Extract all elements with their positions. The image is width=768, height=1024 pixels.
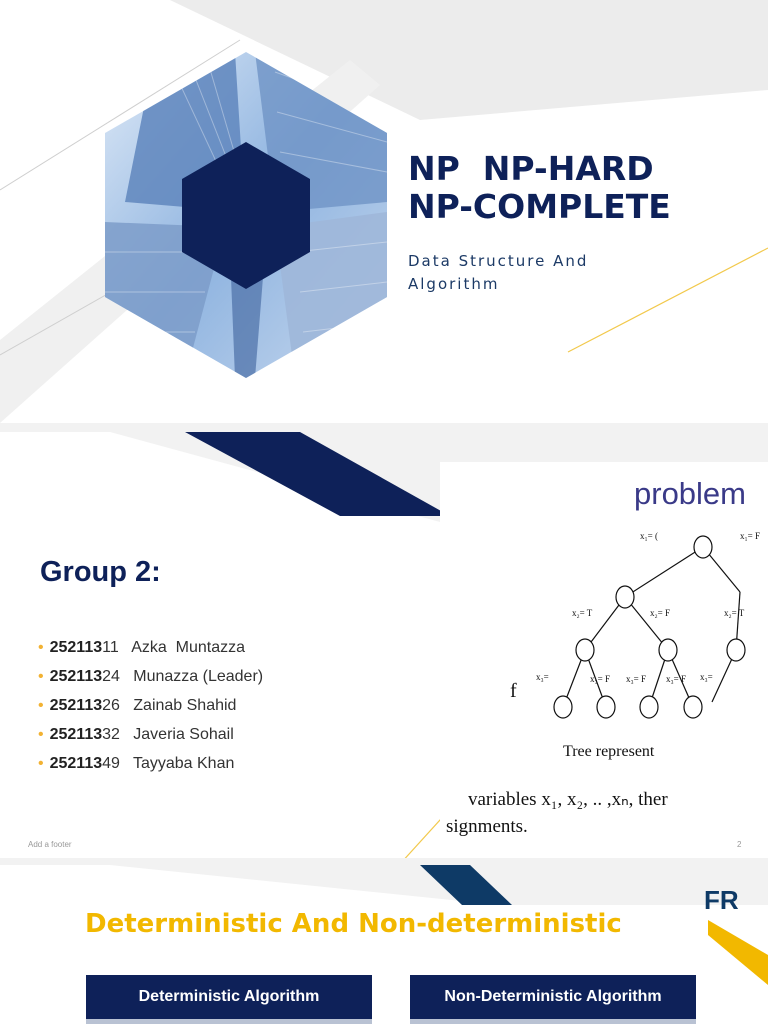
tab-non-deterministic: Non-Deterministic Algorithm <box>410 975 696 1019</box>
slide-title-text: NP NP-HARD NP-COMPLETE <box>408 149 671 226</box>
slide-footer: Add a footer <box>28 840 72 849</box>
list-item: • 25211324 Munazza (Leader) <box>38 668 264 685</box>
tab-underline <box>86 1019 372 1024</box>
bullet-icon: • <box>38 726 44 743</box>
bullet-icon: • <box>38 755 44 772</box>
group-heading: Group 2: <box>40 556 161 588</box>
edge-label: x₂= T <box>572 608 593 618</box>
building-hexagon-photo <box>105 52 387 378</box>
edge-label: x₁= ( <box>640 531 658 541</box>
bullet-icon: • <box>38 697 44 714</box>
slide-subtitle: Data Structure And Algorithm <box>408 252 589 293</box>
bullet-icon: • <box>38 668 44 685</box>
page-number: 2 <box>737 840 742 849</box>
list-item: • 25211326 Zainab Shahid <box>38 697 237 714</box>
slide3-title: Deterministic And Non-deterministic <box>85 909 622 939</box>
problem-heading-image-text: problem <box>634 476 746 511</box>
tree-diagram-image <box>440 462 768 842</box>
edge-label: x₃= <box>700 672 713 682</box>
edge-label: x₃= F <box>590 674 610 684</box>
edge-label: x₃= F <box>626 674 646 684</box>
edge-label: x₃= <box>536 672 549 682</box>
list-item: • 25211311 Azka Muntazza <box>38 639 246 656</box>
variables-line-image-text: variables x₁, x₂, .. ,xₙ, ther <box>468 789 668 810</box>
tree-caption-image-text: Tree represent <box>563 743 655 760</box>
slide-title <box>0 0 768 423</box>
bullet-icon: • <box>38 639 44 656</box>
gold-corner-shape <box>708 920 768 985</box>
tab-deterministic: Deterministic Algorithm <box>86 975 372 1019</box>
member-list <box>38 633 263 778</box>
slide-deterministic <box>0 865 768 1024</box>
edge-label: x₂= F <box>650 608 670 618</box>
assignments-line-image-text: signments. <box>446 816 528 837</box>
corner-text: FR <box>704 885 739 915</box>
edge-label: x₁= F <box>740 531 760 541</box>
slide-group <box>0 432 768 858</box>
list-item: • 25211349 Tayyaba Khan <box>38 755 235 772</box>
edge-label: x₂= T <box>724 608 745 618</box>
edge-label: x₃= F <box>666 674 686 684</box>
f-glyph-image-text: f <box>510 680 517 702</box>
tab-underline <box>410 1019 696 1024</box>
decision-tree-graphic <box>440 522 768 762</box>
list-item: • 25211332 Javeria Sohail <box>38 726 234 743</box>
